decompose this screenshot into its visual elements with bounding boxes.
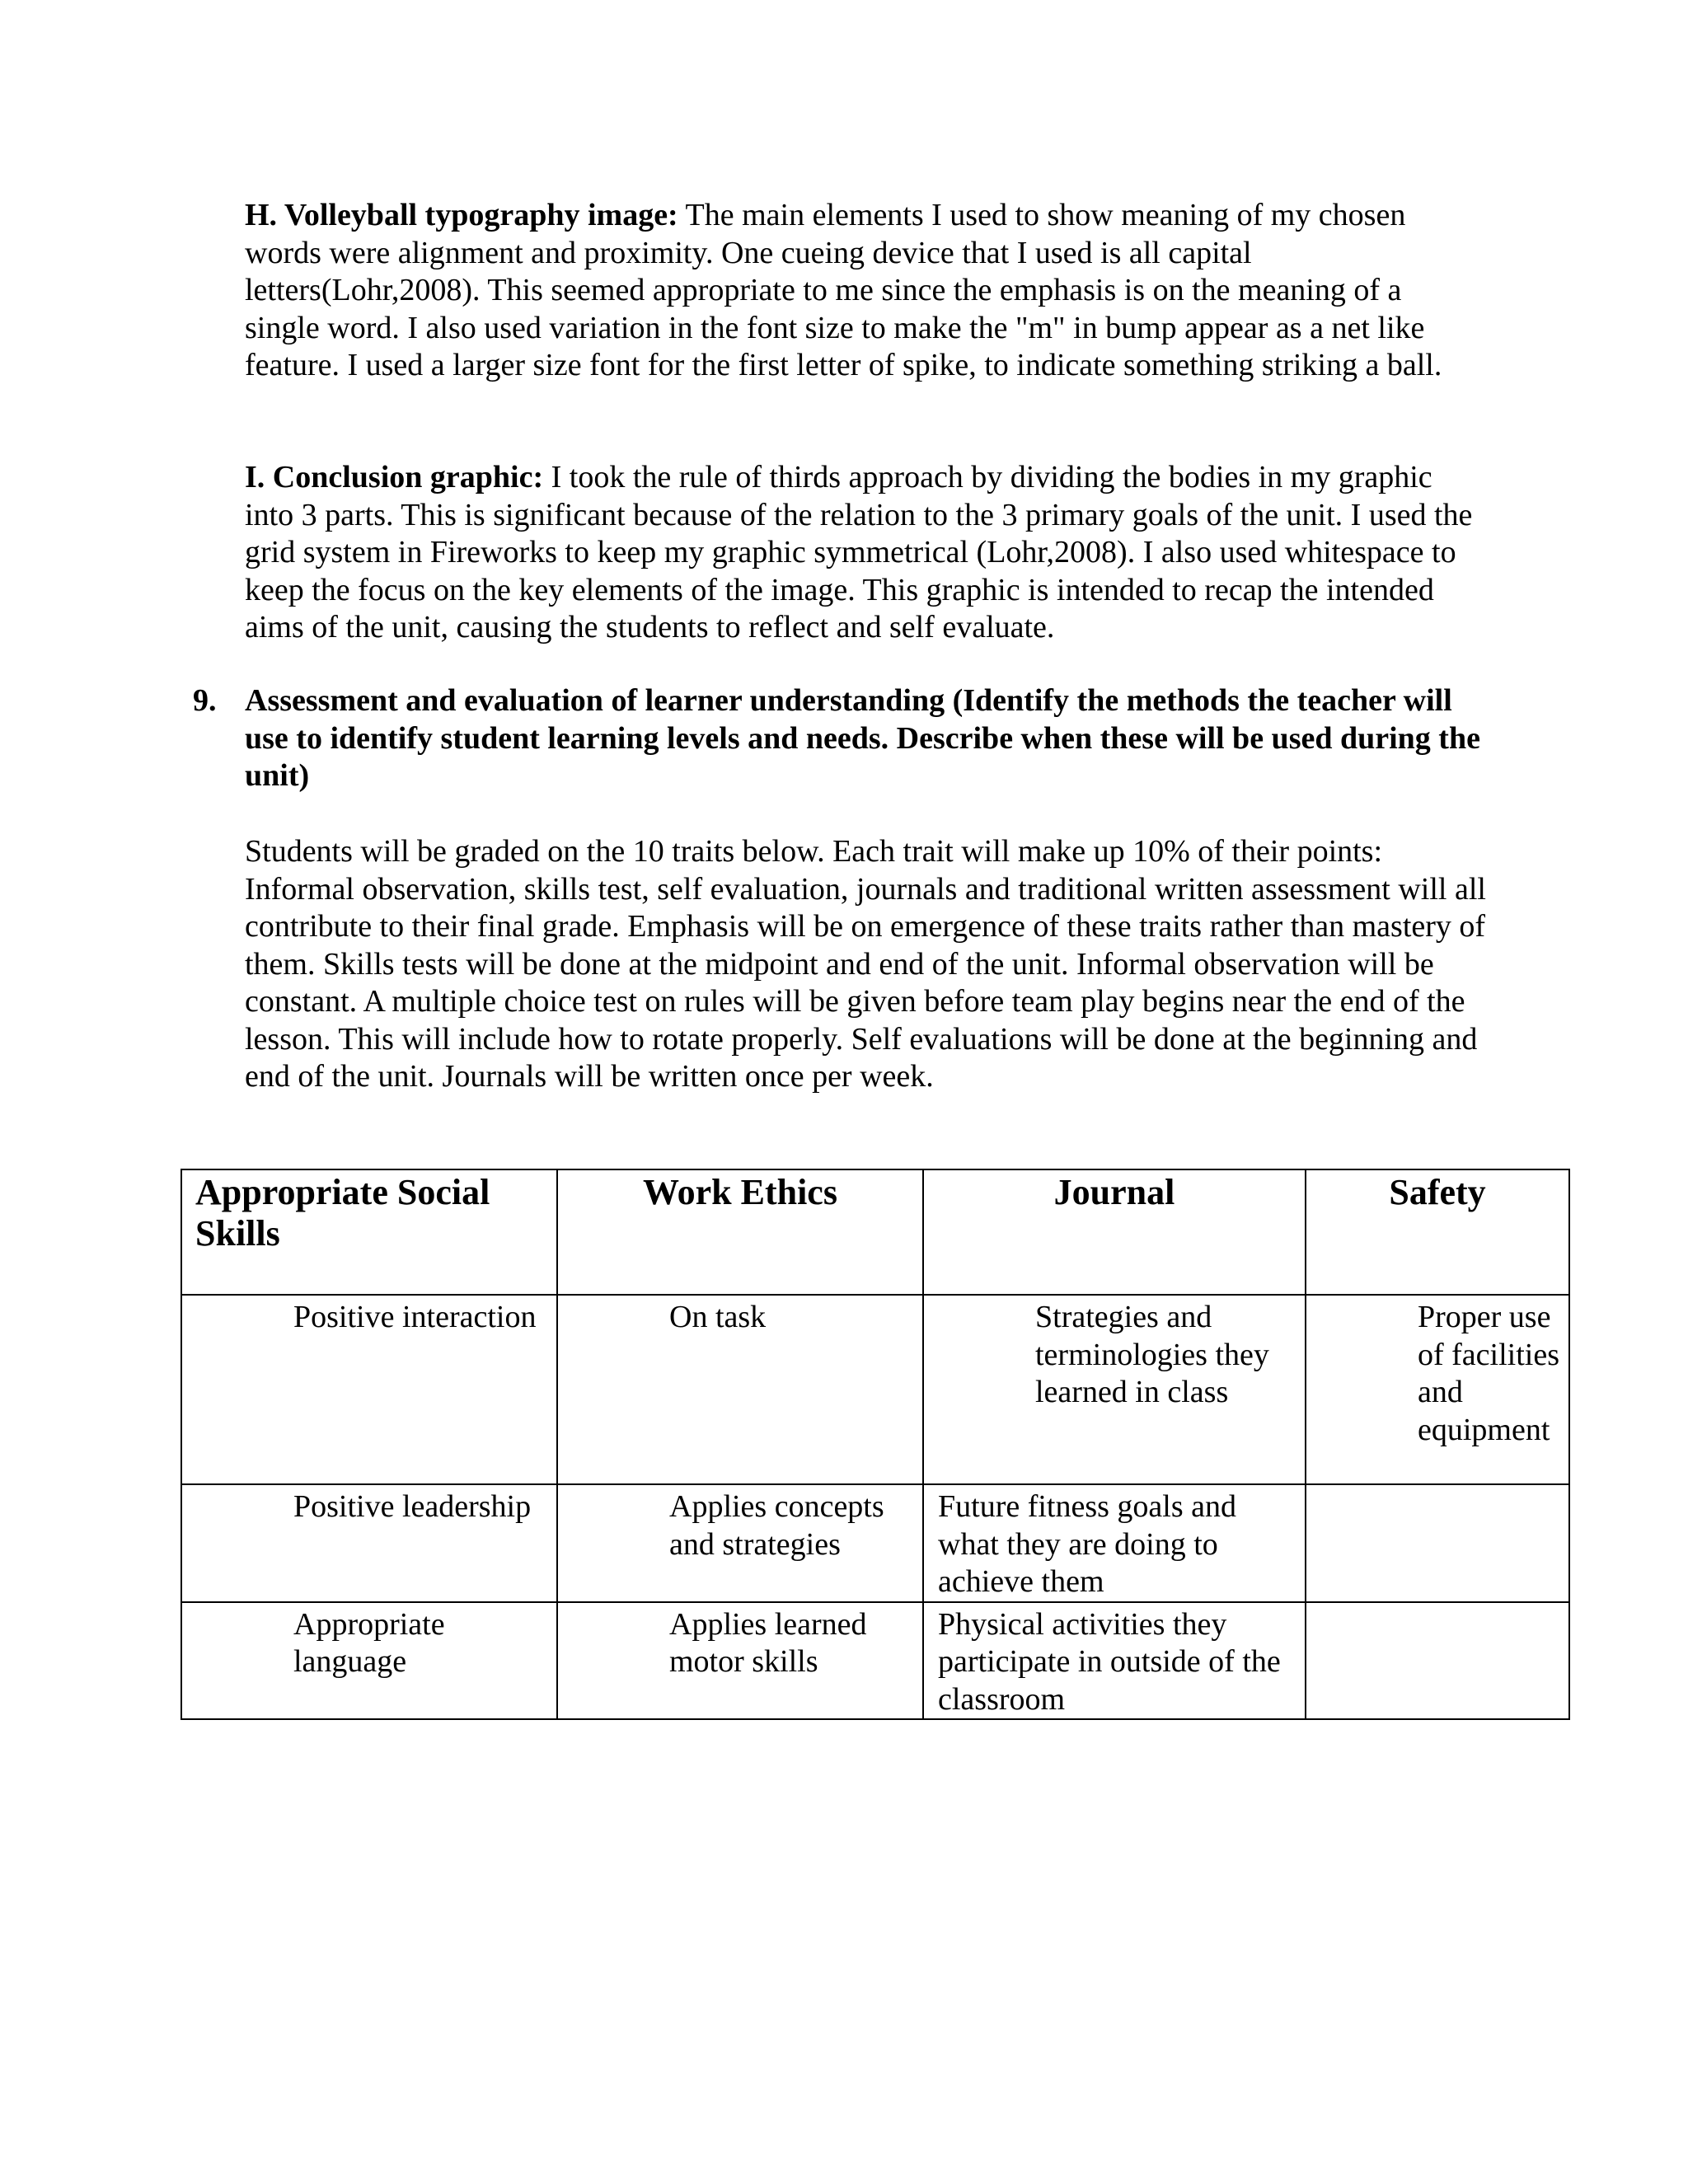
table-header-row: [181, 1169, 1569, 1295]
table-cell: Applies concepts and strategies: [557, 1484, 923, 1602]
table-cell: [1306, 1602, 1569, 1720]
section-i-paragraph: [245, 459, 1481, 647]
traits-table: [181, 1169, 1570, 1720]
table-cell: Positive leadership: [181, 1484, 557, 1602]
table-cell: Proper use of facilities and equipment: [1306, 1295, 1569, 1484]
section-h-text: The main elements I used to show meaning of my chosen words were alignment and proximity. One cueing device that I used is all capital letters(Lohr,2008). This seemed appropriate to me since the emphasis is on the meaning of a single word. I also used variation in the font size to make the "m" in bump appear as a net like feature. I used a larger size font for the first letter of spike, to indicate something striking a ball.: [245, 198, 1442, 382]
table-cell: Positive interaction: [181, 1295, 557, 1484]
header-social-skills: Appropriate Social Skills: [181, 1169, 557, 1295]
table-row: [181, 1602, 1569, 1720]
header-journal: Journal: [923, 1169, 1306, 1295]
table-cell: Physical activities they participate in outside of the classroom: [923, 1602, 1306, 1720]
header-safety: Safety: [1306, 1169, 1569, 1295]
table-row: [181, 1484, 1569, 1602]
section-h-label: H. Volleyball typography image:: [245, 198, 678, 232]
section-i-label: I. Conclusion graphic:: [245, 460, 544, 494]
table-cell: Appropriate language: [181, 1602, 557, 1720]
table-cell: Applies learned motor skills: [557, 1602, 923, 1720]
section-h-paragraph: [245, 197, 1481, 385]
table-cell: On task: [557, 1295, 923, 1484]
table-row: [181, 1295, 1569, 1484]
section-i-text: I took the rule of thirds approach by dividing the bodies in my graphic into 3 parts. This is significant because of the relation to the 3 primary goals of the unit. I used the grid system in Fireworks to keep my graphic symmetrical (Lohr,2008). I also used whitespace to keep the focus on the key elements of the image. This graphic is intended to recap the intended aims of the unit, causing the students to reflect and self evaluate.: [245, 460, 1473, 644]
section-9-number: 9.: [193, 683, 217, 718]
table-cell: Strategies and terminologies they learned in class: [923, 1295, 1306, 1484]
header-work-ethics: Work Ethics: [557, 1169, 923, 1295]
table-cell: [1306, 1484, 1569, 1602]
table-cell: Future fitness goals and what they are doing to achieve them: [923, 1484, 1306, 1602]
section-9-body: Students will be graded on the 10 traits below. Each trait will make up 10% of their points: Informal observation, skills test, self evaluation, journals and traditional written assessment will all contribute to their final grade. Emphasis will be on emergence of these traits rather than mastery of them. Skills tests will be done at the midpoint and end of the unit. Informal observation will be constant. A multiple choice test on rules will be given before team play begins near the end of the lesson. This will include how to rotate properly. Self evaluations will be done at the beginning and end of the unit. Journals will be written once per week.: [245, 834, 1486, 1094]
section-9-heading: Assessment and evaluation of learner understanding (Identify the methods the teacher will use to identify student learning levels and needs. Describe when these will be used during the unit): [245, 683, 1480, 793]
